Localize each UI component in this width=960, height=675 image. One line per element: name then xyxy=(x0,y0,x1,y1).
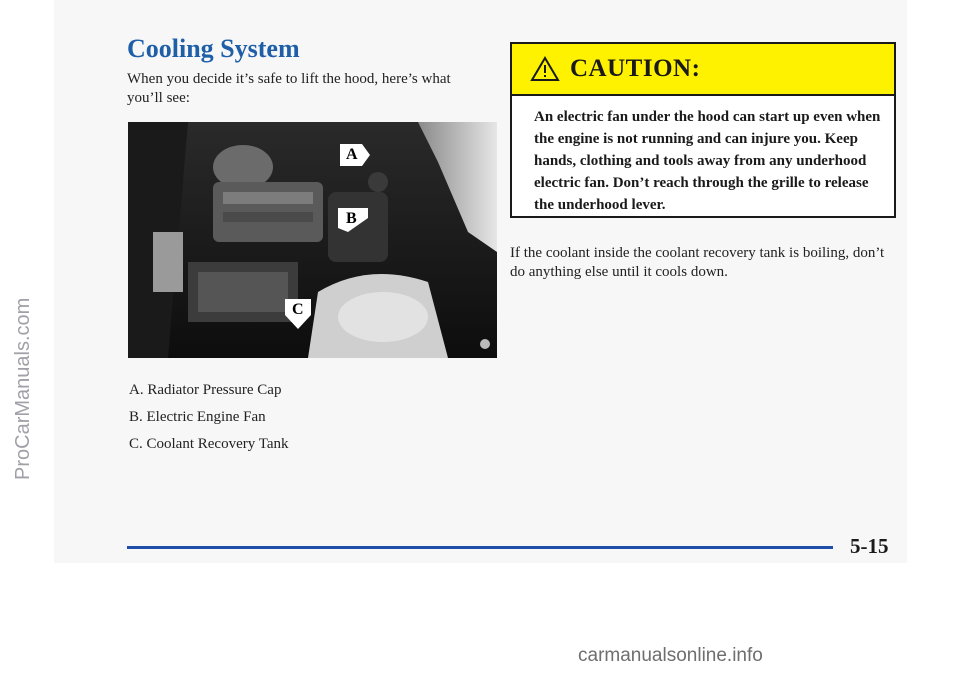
warning-triangle-icon xyxy=(530,56,560,82)
caution-title: CAUTION: xyxy=(570,55,701,82)
photo-legend xyxy=(129,380,288,461)
callout-c-label: C xyxy=(292,301,304,318)
callout-a-marker xyxy=(340,144,370,171)
legend-item-a: A. Radiator Pressure Cap xyxy=(129,382,282,398)
caution-text: An electric fan under the hood can start up even when the engine is not running and can injure you. Keep hands, clothing and tools away from any underhood electric fan. Don’t reach through the grille to release the underhood lever. xyxy=(534,109,881,213)
caution-box xyxy=(510,42,896,218)
caution-header xyxy=(512,44,894,96)
section-title: Cooling System xyxy=(127,34,300,63)
engine-bay-illustration xyxy=(128,122,497,358)
engine-bay-photo xyxy=(128,122,497,358)
side-watermark-text: ProCarManuals.com xyxy=(12,297,34,480)
callout-c-marker xyxy=(285,299,311,334)
intro-paragraph: When you decide it’s safe to lift the hood, here’s what you’ll see: xyxy=(127,71,451,106)
legend-item-c: C. Coolant Recovery Tank xyxy=(129,436,289,452)
coolant-paragraph: If the coolant inside the coolant recovery tank is boiling, don’t do anything else until it cools down. xyxy=(510,245,885,280)
legend-item-b: B. Electric Engine Fan xyxy=(129,409,266,425)
callout-b-label: B xyxy=(346,210,357,227)
page-number: 5-15 xyxy=(850,534,889,558)
callout-b-marker xyxy=(338,208,368,237)
footer-rule xyxy=(127,546,833,549)
side-watermark xyxy=(0,0,54,563)
callout-a-label: A xyxy=(346,146,358,163)
footer-watermark: carmanualsonline.info xyxy=(578,645,763,666)
